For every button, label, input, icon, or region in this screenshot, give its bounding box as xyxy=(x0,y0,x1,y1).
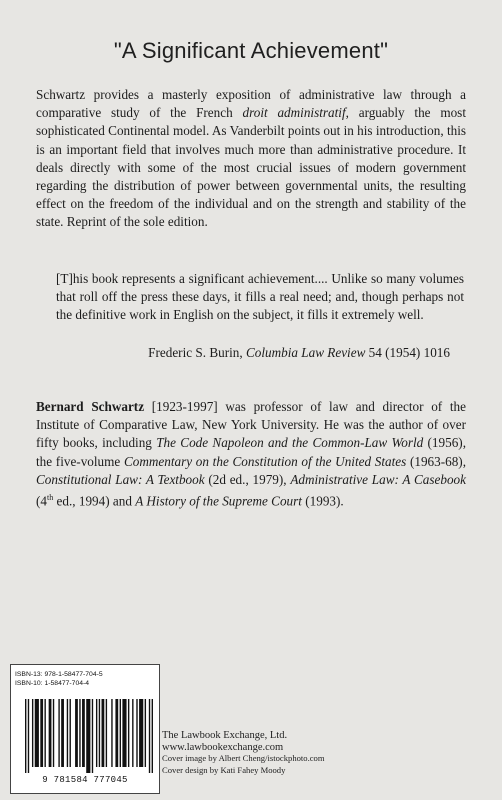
barcode-bar xyxy=(82,699,85,767)
barcode-bar xyxy=(122,699,126,767)
barcode-bar xyxy=(106,699,107,767)
barcode-bar xyxy=(53,699,54,767)
barcode-bar xyxy=(35,699,39,767)
ordinal-suffix: th xyxy=(47,493,54,503)
publisher-info xyxy=(162,730,325,776)
isbn-10: ISBN-10: 1-58477-704-4 xyxy=(15,680,90,687)
bio-text: (1956), the five-volume xyxy=(36,435,466,469)
barcode-bar xyxy=(149,699,150,773)
review-quote: [T]his book represents a significant achievement.... Unlike so many volumes that roll off the press these days, it fills a real need; and, though perhaps not the definitive work in English on the subject, it fills it extremely well. xyxy=(56,271,464,323)
description-italic: droit administratif xyxy=(242,105,346,121)
barcode-bar xyxy=(115,699,118,767)
author-bio xyxy=(36,398,466,511)
review-source: Columbia Law Review xyxy=(245,345,366,360)
barcode-bar xyxy=(136,699,137,767)
barcode-bar xyxy=(75,699,78,767)
barcode-bar xyxy=(67,699,68,767)
barcode-bar xyxy=(92,699,93,773)
barcode-bar xyxy=(102,699,105,767)
barcode-bar xyxy=(111,699,112,767)
review-citation: 54 (1954) 1016 xyxy=(365,345,450,360)
cover-design-credit: Cover design by Kati Fahey Moody xyxy=(162,764,286,775)
barcode-bar xyxy=(79,699,80,767)
book-description xyxy=(36,86,466,232)
barcode-bar xyxy=(96,699,97,767)
book-title-italic: Constitutional Law: A Textbook xyxy=(36,471,205,487)
barcode-digits: 9 781584 777045 xyxy=(42,775,128,785)
barcode-bar xyxy=(86,699,90,773)
book-title-italic: The Code Napoleon and the Common-Law World xyxy=(156,435,424,451)
barcode-bar xyxy=(132,699,133,767)
cover-image-credit: Cover image by Albert Cheng/istockphoto.com xyxy=(162,753,325,763)
book-title-italic: A History of the Supreme Court xyxy=(135,493,302,509)
barcode-bar xyxy=(99,699,100,767)
isbn-13: ISBN-13: 978-1-58477-704-5 xyxy=(15,671,103,678)
bio-text: (4 xyxy=(36,493,47,509)
bio-text: (1963-68), xyxy=(406,453,466,469)
barcode-bar xyxy=(152,699,153,773)
isbn-barcode-box xyxy=(10,664,160,794)
author-name: Bernard Schwartz xyxy=(36,399,145,414)
barcode-bar xyxy=(145,699,146,767)
barcode-icon xyxy=(25,699,153,773)
reviewer-name: Frederic S. Burin, xyxy=(148,345,246,360)
review-attribution xyxy=(148,344,450,362)
bio-text: (1993). xyxy=(301,493,344,509)
barcode-bar xyxy=(25,699,26,773)
barcode-bar xyxy=(128,699,129,767)
barcode-bar xyxy=(70,699,71,767)
barcode-bar xyxy=(139,699,143,767)
barcode-bar xyxy=(61,699,64,767)
cover-heading: "A Significant Achievement" xyxy=(113,38,389,63)
barcode-bar xyxy=(40,699,43,767)
publisher-name: The Lawbook Exchange, Ltd. xyxy=(162,730,288,741)
barcode-bar xyxy=(44,699,45,767)
barcode-bar xyxy=(58,699,59,767)
description-text-b: , arguably the most sophisticated Continental model. As Vanderbilt points out in his introduction, this is an important field that involves much more than administrative procedure. It deals directly with some of the most crucial issues of modern government regarding the distribution of power between governmental units, the resulting effect on the freedom of the individual and on the strength and stability of the state. Reprint of the sole edition. xyxy=(36,105,466,230)
barcode-bar xyxy=(120,699,121,767)
bio-text: [1923-1997] was professor of law and director of the Institute of Comparative Law, New York University. He was the author of over fifty books, including xyxy=(36,399,466,451)
bio-text: (2d ed., 1979), xyxy=(204,471,291,487)
barcode-bar xyxy=(49,699,52,767)
book-title-italic: Commentary on the Constitution of the United States xyxy=(123,453,407,469)
barcode-bar xyxy=(32,699,33,767)
bio-text: ed., 1994) and xyxy=(53,493,136,509)
book-title-italic: Administrative Law: A Casebook xyxy=(290,471,466,487)
publisher-url: www.lawbookexchange.com xyxy=(162,741,284,753)
description-text-a: Schwartz provides a masterly exposition of administrative law through a comparative study of the French xyxy=(36,87,466,121)
barcode-bar xyxy=(28,699,29,773)
